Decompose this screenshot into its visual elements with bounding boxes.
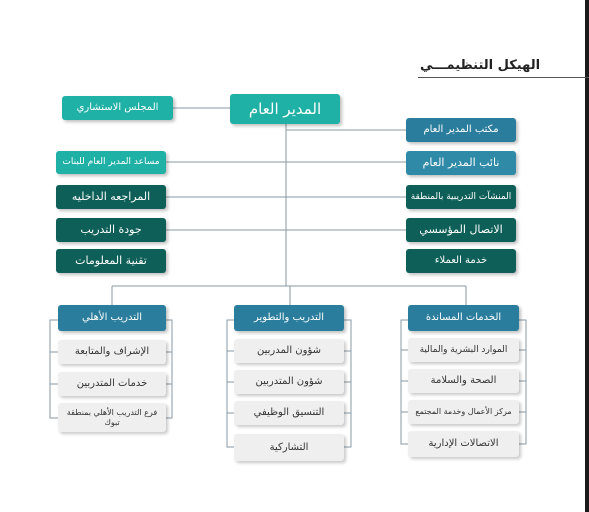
dept-private-training-item: خدمات المتدربين: [58, 372, 166, 396]
dept-training-development-item: التنسيق الوظيفي: [234, 401, 344, 425]
customer-service-box: خدمة العملاء: [406, 249, 516, 273]
dept-support-services-item: الاتصالات الإدارية: [408, 431, 519, 457]
general-manager-box: المدير العام: [230, 94, 340, 124]
page-title: الهيكل التنظيمـــي: [420, 58, 541, 73]
information-technology-box: تقنية المعلومات: [56, 249, 166, 273]
dept-support-services-item: الموارد البشرية والمالية: [408, 338, 519, 362]
gm-office-box: مكتب المدير العام: [406, 118, 516, 142]
corporate-communication-box: الاتصال المؤسسي: [406, 218, 516, 242]
bracket-dept-2-left: [227, 320, 234, 447]
dept-private-training-header: التدريب الأهلي: [58, 305, 166, 331]
training-quality-box: جودة التدريب: [56, 218, 166, 242]
dept-support-services-item: مركز الأعمال وخدمة المجتمع: [408, 400, 519, 424]
assistant-gm-girls-box: مساعد المدير العام للبنات: [56, 151, 166, 174]
dept-support-services-item: الصحة والسلامة: [408, 369, 519, 393]
bracket-dept-3-right: [519, 320, 526, 444]
dept-training-development-item: شؤون المتدربين: [234, 370, 344, 394]
dept-private-training-item: الإشراف والمتابعة: [58, 340, 166, 364]
bracket-dept-1-right: [166, 320, 172, 418]
bracket-dept-3-left: [401, 320, 408, 444]
dept-support-services-header: الخدمات المساندة: [408, 305, 519, 331]
dept-training-development-header: التدريب والتطوير: [234, 305, 344, 331]
internal-audit-box: المراجعه الداخليه: [56, 185, 166, 209]
dept-training-development-item: التشاركية: [234, 434, 344, 461]
deputy-gm-box: نائب المدير العام: [406, 151, 516, 175]
advisory-council-box: المجلس الاستشاري: [62, 96, 173, 120]
bracket-dept-2-right: [344, 320, 351, 447]
training-facilities-box: المنشآت التدريبية بالمنطقة: [406, 185, 516, 209]
dept-training-development-item: شؤون المدربين: [234, 339, 344, 363]
bracket-dept-1-left: [50, 320, 58, 418]
dept-private-training-item: فرع التدريب الأهلي بمنطقة تبوك: [58, 403, 166, 432]
